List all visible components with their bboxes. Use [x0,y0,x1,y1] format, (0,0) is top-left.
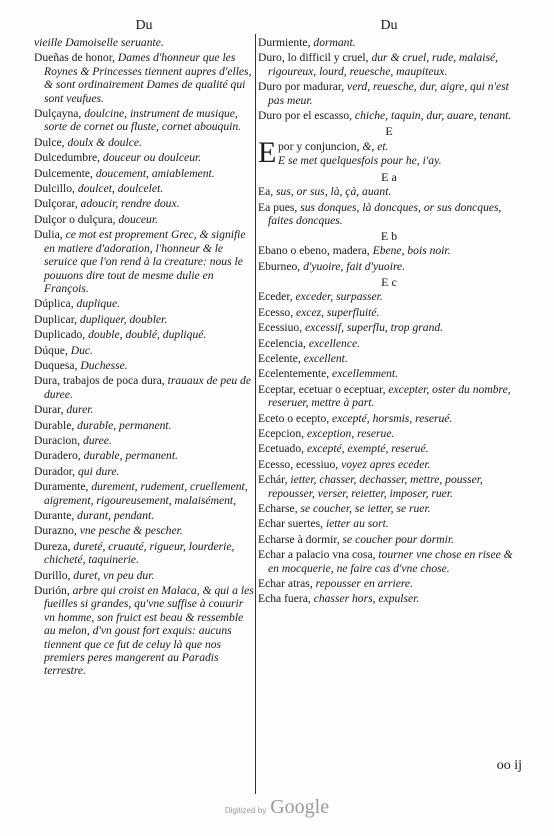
entry-term: Dureza, [34,539,71,553]
dictionary-entry [34,107,254,134]
entry-term: Durador, [34,464,76,478]
drop-entry-note: E se met quelquesfois pour he, i'ay. [278,153,442,167]
entry-definition: duret, vn peu dur. [73,568,155,582]
dictionary-entry [34,403,254,416]
entry-definition: dur & cruel, rude, malaisé, rigoureux, lourd, reuesche, maupiteux. [268,51,499,78]
section-heading: E [385,124,393,139]
entry-definition: excessif, superflu, trop grand. [305,321,444,335]
entry-term: Ecesso, [258,305,294,319]
entry-definition: excellent. [303,351,348,365]
entry-definition: vieille Damoiselle seruante. [34,36,164,49]
entry-term: Duplicado, [34,328,86,342]
entry-term: Ebano o ebeno, madera, [258,244,370,258]
entry-term: Eceptar, ecetuar o eceptuar, [258,382,386,396]
entry-definition: dormant. [313,36,356,49]
entry-definition: durement, rudement, cruellement, aigrement, rigoureusement, malaisément, [44,480,248,507]
entry-definition: dureté, cruauté, rigueur, lourderie, chicheté, taquinerie. [44,539,235,567]
entry-definition: vne pesche & pescher. [79,524,183,538]
entry-term: Echa fuera, [258,592,311,606]
entry-term: Ecesso, ecessiuo, [258,457,339,471]
entry-term: Echarse à dormir, [258,532,340,546]
dictionary-entry [258,577,520,590]
entry-term: Dulcemente, [34,166,93,180]
watermark-logo: Google [270,796,330,818]
dictionary-entry [34,213,254,226]
dictionary-entry [258,548,520,575]
entry-term: Duquesa, [34,358,78,372]
dictionary-entry [258,244,520,257]
entry-definition: adoucir, rendre doux. [80,197,180,211]
entry-term: Echar a palacio vna cosa, [258,548,376,562]
entry-definition: excez, superfluité. [296,305,380,319]
dictionary-entry [34,374,254,401]
entry-term: Duro por madurar, [258,80,345,94]
dictionary-entry [258,383,520,410]
dictionary-entry [258,80,520,107]
entry-definition: exceder, surpasser. [295,290,383,304]
entry-definition: d'yuoire, fait d'yuoire. [303,259,406,273]
entry-definition: qui dure. [77,464,120,478]
entry-term: Dúplica, [34,297,74,311]
dictionary-entry [34,136,254,149]
entry-term: Eceder, [258,290,293,304]
right-running-head: Du [380,18,398,33]
dictionary-entry [34,182,254,195]
entry-definition: &, et. [362,140,389,154]
entry-term: Durazno, [34,524,77,538]
digitization-watermark [0,796,554,819]
drop-cap-entry [258,136,520,170]
entry-definition: douceur ou doulceur. [102,151,202,165]
entry-definition: doucement, amiablement. [95,166,215,180]
entry-term: Dulcillo, [34,182,75,196]
entry-definition: repousser en arriere. [315,577,413,590]
entry-definition: chiche, taquin, dur, auare, tenant. [354,109,512,123]
dictionary-entry [258,337,520,350]
entry-term: Duro, lo difficil y cruel, [258,51,369,65]
dictionary-entry [258,473,520,500]
entry-term: Duplicar, [34,312,77,326]
dictionary-entry [258,306,520,319]
entry-term: Duramente, [34,480,89,494]
dictionary-entry [258,201,520,228]
dictionary-entry [34,151,254,164]
entry-term: Ea pues, [258,200,298,214]
dictionary-entry [34,509,254,522]
entry-definition: excellemment. [332,367,399,381]
entry-term: Dulçorar, [34,197,78,211]
left-entry-list [34,36,254,678]
entry-definition: se coucher pour dormir. [342,532,454,546]
entry-term: Duradero, [34,449,81,463]
entry-definition: Ebene, bois noir. [372,244,451,258]
entry-term: Dueñas de honor, [34,51,115,65]
entry-definition: Duchesse. [80,358,128,372]
entry-term: Duracion, [34,433,81,447]
dictionary-entry [34,359,254,372]
entry-definition: ce mot est proprement Grec, & signifie en matiere d'adoration, l'honneur & le seruice que l'on rend à la creature: nous le pouuons dire tout de mesme dulie en François. [44,228,246,295]
dictionary-entry [34,36,254,49]
dictionary-entry [34,297,254,310]
entry-definition: double, doublé, dupliqué. [88,328,207,342]
dictionary-entry [258,533,520,546]
entry-term: Echár, [258,473,288,487]
dictionary-entry [258,109,520,122]
entry-term: Echar atras, [258,577,313,590]
dictionary-entry [258,427,520,440]
entry-term: Dulia, [34,228,63,242]
dictionary-entry [34,540,254,567]
entry-definition: verd, reuesche, dur, aigre, qui n'est pas meur. [268,80,509,107]
entry-definition: ietter au sort. [325,517,389,531]
entry-definition: sus, or sus, là, çà, auant. [276,185,392,199]
entry-term: Durante, [34,509,75,522]
dictionary-entry [34,51,254,105]
dictionary-entry [258,321,520,334]
dictionary-entry [258,36,520,49]
entry-term: Dulçor o dulçura, [34,212,116,226]
entry-definition: durable, permanent. [77,418,172,432]
dictionary-entry [34,228,254,295]
watermark-prefix: Digitized by [224,806,267,815]
entry-definition: Duc. [70,343,93,357]
dictionary-entry [34,434,254,447]
entry-term: Echar suertes, [258,517,324,531]
dictionary-entry [34,328,254,341]
dictionary-entry [34,584,254,678]
dictionary-entry [34,344,254,357]
entry-term: Ecessiuo, [258,321,303,335]
entry-term: Durillo, [34,568,71,582]
entry-term: Eceto o ecepto, [258,411,330,425]
dictionary-entry [34,167,254,180]
dictionary-entry [34,419,254,432]
entry-term: Dulce, [34,135,65,149]
dictionary-entry [34,449,254,462]
dictionary-entry [258,412,520,425]
drop-entry-line [278,140,520,153]
entry-term: Durmiente, [258,36,311,49]
entry-term: Ecelentemente, [258,367,330,381]
dictionary-entry [258,290,520,303]
dictionary-entry [34,313,254,326]
dictionary-entry [258,517,520,530]
entry-definition: trauaux de peu de duree. [44,374,251,401]
entry-definition: se coucher, se ietter, se ruer. [300,501,431,515]
signature-mark: oo ij [496,758,522,773]
entry-definition: excellence. [308,336,361,350]
entry-term: Echarse, [258,501,298,515]
dictionary-entry [34,569,254,582]
dictionary-entry [258,51,520,78]
entry-definition: excepté, horsmis, reserué. [332,411,453,425]
column-divider [255,34,256,794]
section-heading: E a [381,170,397,185]
entry-definition: doulcet, doulcelet. [77,182,164,196]
entry-definition: voyez apres eceder. [341,457,431,471]
left-running-head: Du [135,18,153,33]
entry-definition: excepter, oster du nombre, reseruer, mettre à part. [268,382,511,410]
dictionary-entry [258,367,520,380]
entry-term: Dura, trabajos de poca dura, [34,374,165,388]
entry-term: Ecepcion, [258,426,305,440]
entry-definition: durant, pendant. [77,509,155,522]
dictionary-entry [258,260,520,273]
entry-definition: tourner vne chose en risee & en mocquerie, ne faire cas d'vne chose. [268,548,513,575]
dictionary-entry [34,480,254,507]
section-heading: E c [381,275,397,290]
dictionary-entry [258,458,520,471]
entry-definition: dupliquer, doubler. [79,312,168,326]
drop-cap-letter: E [258,136,277,170]
entry-term: Durar, [34,403,64,417]
entry-definition: excepté, exempté, reserué. [306,442,429,456]
dictionary-entry [258,185,520,198]
entry-term: Dúque, [34,343,68,357]
entry-term: Dulçayna, [34,107,82,121]
entry-definition: duplique. [76,297,120,311]
entry-term: Eburneo, [258,259,301,273]
dictionary-entry [258,592,520,605]
entry-definition: doulcine, instrument de musique, sorte de cornet ou fluste, cornet abouquin. [44,107,242,134]
left-column [34,16,254,680]
entry-definition: exception, reserue. [306,426,395,440]
section-heading: E b [380,229,398,244]
dictionary-entry [258,442,520,455]
entry-definition: durable, permanent. [83,449,178,463]
dictionary-entry [258,352,520,365]
entry-term: Duro por el escasso, [258,109,353,123]
right-entry-list [258,36,520,606]
entry-definition: arbre qui croist en Malaca, & qui a les fueilles si grandes, qu'vne suffise à couurir vn homme, son fruict est beau & ressemble au melon, d'vn goust fort exquis: aucuns tiennent que ce fut de celuy là que nos premiers peres mangerent au Paradis terrestre. [44,584,254,678]
dictionary-entry [34,465,254,478]
dictionary-entry [258,502,520,515]
dictionary-entry [34,524,254,537]
entry-term: Ea, [258,185,274,199]
entry-term: Durión, [34,584,70,598]
entry-definition: Dames d'honneur que les Roynes & Princesses tiennent aupres d'elles, & sont ordinairement Dames de qualité qui sont veufues. [44,51,252,105]
entry-definition: durer. [66,403,94,417]
entry-term: Durable, [34,418,75,432]
dictionary-entry [34,197,254,210]
entry-definition: ietter, chasser, dechasser, mettre, pousser, repousser, verser, reietter, imposer, ruer. [268,473,483,500]
entry-definition: douceur. [118,212,158,226]
right-column [258,16,520,608]
entry-definition: duree. [82,433,112,447]
entry-term: Dulcedumbre, [34,151,100,165]
entry-term: Ecetuado, [258,442,305,456]
entry-term: por y conjuncion, [278,140,360,154]
entry-definition: doulx & doulce. [67,135,142,149]
entry-definition: chasser hors, expulser. [313,592,420,606]
entry-term: Ecelencia, [258,336,306,350]
entry-definition: sus donques, là doncques, or sus doncques, faites doncques. [268,200,502,228]
entry-term: Ecelente, [258,351,301,365]
